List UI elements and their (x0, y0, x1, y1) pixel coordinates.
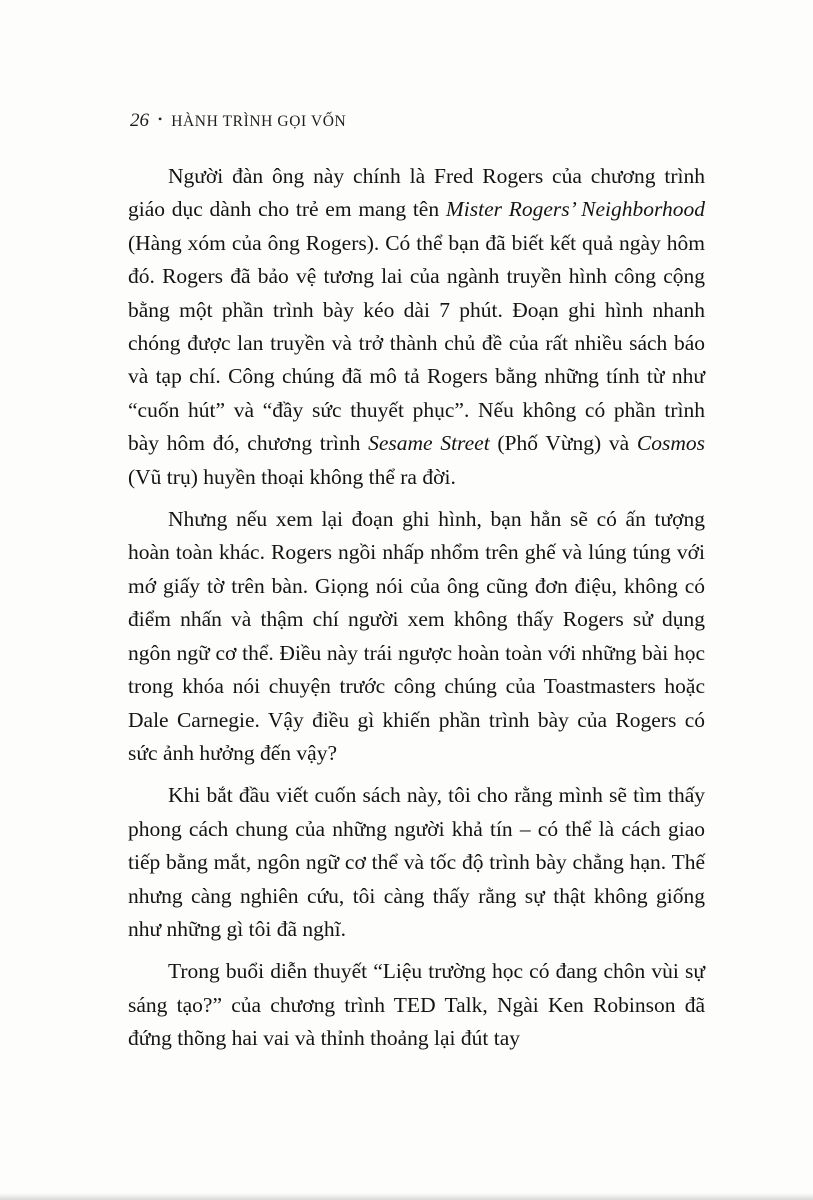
paragraph-1-segment: (Phố Vừng) và (489, 431, 637, 456)
paragraph-1 (128, 160, 705, 494)
italic-title-cosmos: Cosmos (636, 431, 705, 456)
page-body (128, 160, 705, 1065)
paragraph-1-segment: (Hàng xóm của ông Rogers). Có thể bạn đã biết kết quả ngày hôm đó. Rogers đã bảo vệ tương lai của ngành truyền hình công cộng bằng một phần trình bày kéo dài 7 phút. Đoạn ghi hình nhanh chóng được lan truyền và trở thành chủ đề của rất nhiều sách báo và tạp chí. Công chúng đã mô tả Rogers bằng những tính từ như “cuốn hút” và “đầy sức thuyết phục”. Nếu không có phần trình bày hôm đó, chương trình (128, 230, 705, 456)
paragraph-3: Khi bắt đầu viết cuốn sách này, tôi cho rằng mình sẽ tìm thấy phong cách chung của những người khả tín – có thể là cách giao tiếp bằng mắt, ngôn ngữ cơ thể và tốc độ trình bày chẳng hạn. Thế nhưng càng nghiên cứu, tôi càng thấy rằng sự thật không giống như những gì tôi đã nghĩ. (128, 783, 705, 941)
paragraph-1-segment: (Vũ trụ) huyền thoại không thể ra đời. (128, 464, 456, 489)
italic-title-mister-rogers-neighborhood: Mister Rogers’ Neighborhood (445, 197, 705, 222)
paragraph-4: Trong buổi diễn thuyết “Liệu trường học có đang chôn vùi sự sáng tạo?” của chương trình TED Talk, Ngài Ken Robinson đã đứng thõng hai vai và thỉnh thoảng lại đút tay (128, 959, 705, 1051)
italic-title-sesame-street: Sesame Street (368, 431, 490, 456)
paragraph-1-segment: Người đàn ông này chính là Fred Rogers của chương trình giáo dục dành cho trẻ em mang tên (128, 164, 705, 222)
running-title: HÀNH TRÌNH GỌI VỐN (171, 113, 347, 130)
page-number: 26 (130, 110, 149, 131)
page-header (130, 110, 346, 132)
header-separator-bullet: • (158, 112, 163, 126)
paragraph-2: Nhưng nếu xem lại đoạn ghi hình, bạn hẳn sẽ có ấn tượng hoàn toàn khác. Rogers ngồi nhấp nhổm trên ghế và lúng túng với mớ giấy tờ trên bàn. Giọng nói của ông cũng đơn điệu, không có điểm nhấn và thậm chí người xem không thấy Rogers sử dụng ngôn ngữ cơ thể. Điều này trái ngược hoàn toàn với những bài học trong khóa nói chuyện trước công chúng của Toastmasters hoặc Dale Carnegie. Vậy điều gì khiến phần trình bày của Rogers có sức ảnh hưởng đến vậy? (128, 507, 705, 765)
